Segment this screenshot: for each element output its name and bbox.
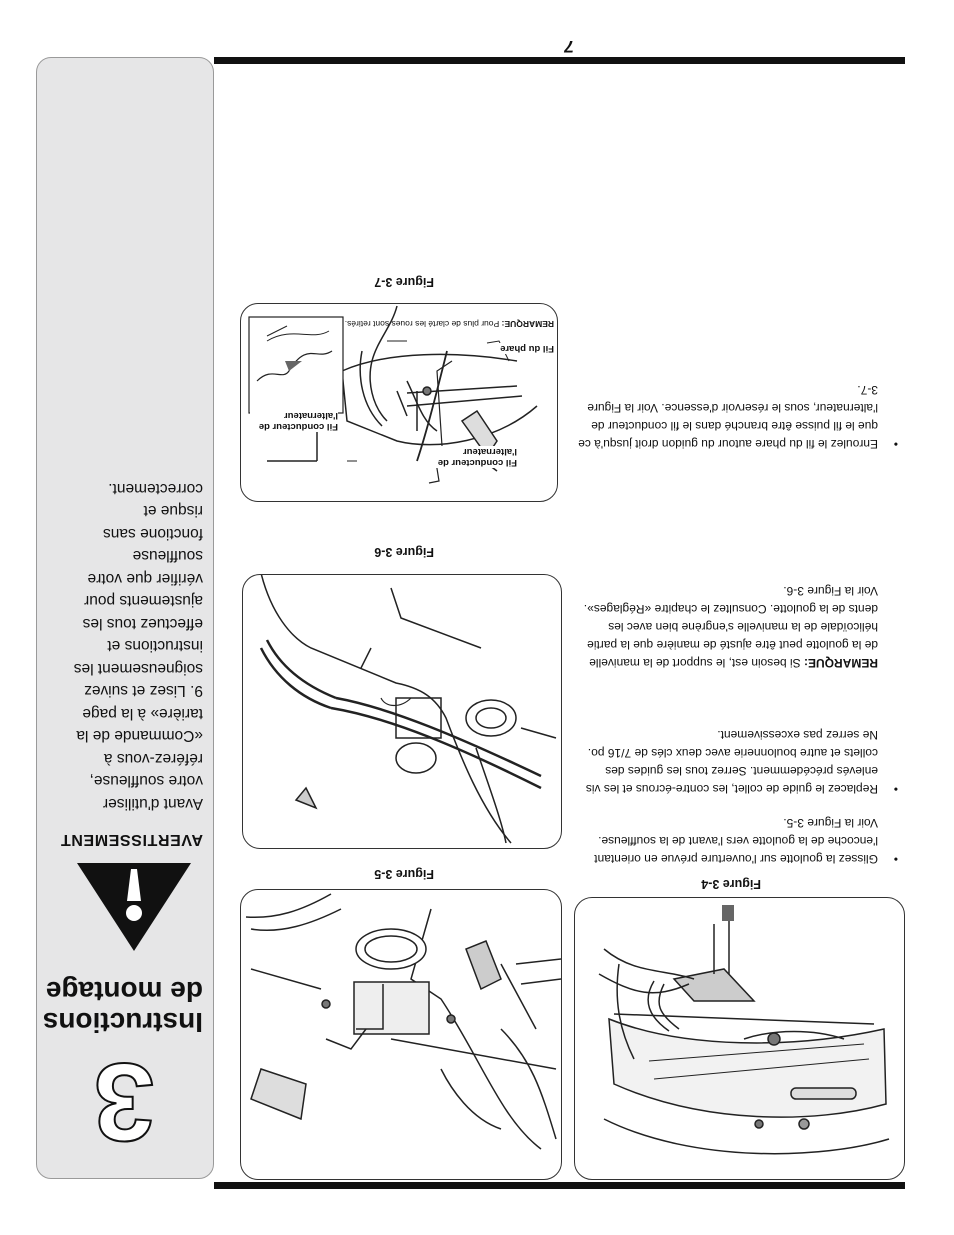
top-rule — [214, 1182, 905, 1189]
figure-3-7-note — [264, 319, 554, 329]
instruction-item — [576, 726, 906, 798]
figure-3-6-drawing — [242, 574, 561, 848]
remark — [576, 582, 906, 672]
label-headlight-wire: Fil du phare — [494, 343, 554, 354]
figure-3-6-caption: Figure 3-6 — [374, 545, 434, 559]
warning-title: AVERTISSEMENT — [60, 831, 203, 848]
bullet: • — [893, 437, 898, 451]
remark-text: Si besoin est, le support de la manivelle de la goulotte peut être ajusté de manière que la partie hélicoïdale de la manivelle s'engrène bien avec les dents de la goulotte. Consultez le chapitre «Réglages». Voir la Figure 3-6. — [583, 584, 878, 670]
figure-3-6 — [242, 574, 562, 849]
label-inset-alternator-lead: Fil conducteur de l'alternateur — [250, 410, 338, 432]
figure-3-5 — [240, 889, 562, 1180]
figure-3-7-note-text: Pour plus de clarté les roues sont retirés. — [344, 319, 500, 329]
figure-3-4 — [574, 897, 905, 1180]
figure-3-4-caption: Figure 3-4 — [701, 877, 761, 891]
figure-3-7 — [240, 303, 558, 502]
figure-3-7-caption: Figure 3-7 — [374, 275, 434, 289]
instruction-item — [576, 381, 906, 453]
warning-icon — [75, 861, 193, 953]
section-number: 3 — [93, 1040, 155, 1163]
bullet: • — [893, 782, 898, 796]
remark-label: REMARQUE: — [804, 656, 878, 670]
remark-body — [576, 582, 906, 672]
instruction-text-1: Glissez la goulotte sur l'ouverture prévue en orientant l'encoche de la goulotte vers l'avant de la souffleuse. Voir la Figure 3-5. — [594, 816, 878, 866]
warning-text: Avant d'utiliser votre souffleuse, référez-vous à «Commande de la tarière» à la page 9. Lisez et suivez soigneusement les instructions et effectuez tous les ajustements pour vérifier que votre souffleuse fonctione sans risque et correctement. — [73, 480, 203, 812]
page-number: 7 — [564, 37, 574, 56]
section-title: Instructions de montage — [42, 976, 203, 1038]
figure-3-7-note-label: REMARQUE: — [501, 319, 554, 329]
instruction-item — [576, 814, 906, 868]
bullet: • — [893, 852, 898, 866]
label-alternator-lead: Fil conducteur de l'alternateur — [431, 446, 517, 468]
sidebar — [36, 57, 214, 1179]
figure-3-5-caption: Figure 3-5 — [374, 867, 434, 881]
figure-3-4-drawing — [574, 897, 904, 1179]
instruction-text-3: Enroulez le fil du phare autour du guidon droit jusqu'à ce que le fil puisse être branché dans le fil conducteur de l'alternateur, sous le réservoir d'essence. Voir la Figure 3-7. — [578, 383, 878, 451]
figure-3-7-drawing — [240, 303, 557, 501]
bottom-rule — [214, 57, 905, 64]
inset-box — [249, 317, 343, 413]
instruction-text-2: Replacez le guide de collet, les contre-écrous et les vis enlevés précédemment. Serrez tous les guides des collets et autre boulonnerie avec deux clés de 7/16 po. Ne serrez pas excessivement. — [585, 728, 878, 796]
figure-3-5-drawing — [240, 889, 561, 1179]
